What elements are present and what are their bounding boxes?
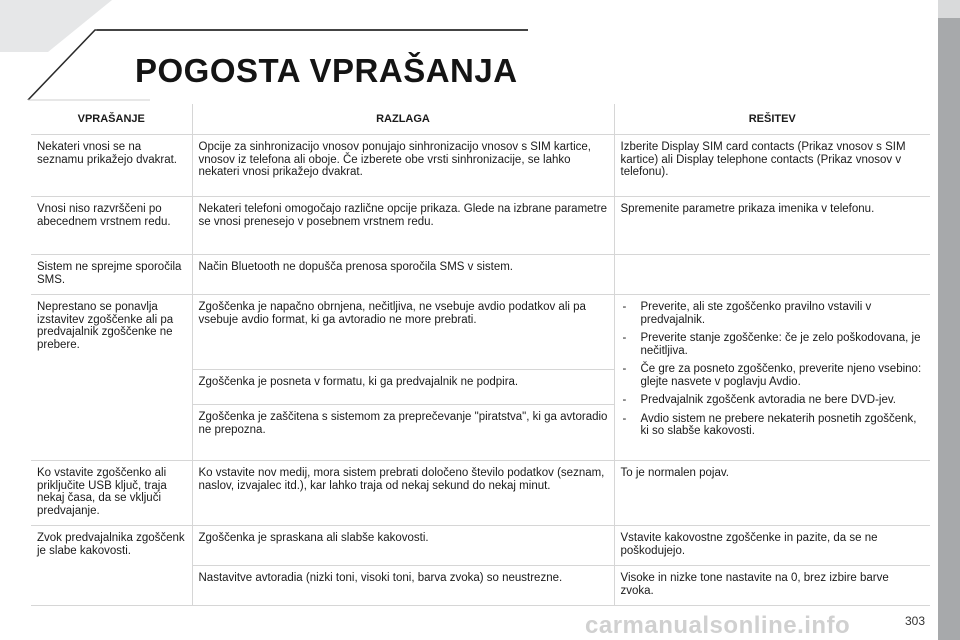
table-row: [31, 135, 930, 197]
explanation-cell: Ko vstavite nov medij, mora sistem prebrati določeno število podatkov (seznam, naslov, izvajalec itd.), kar lahko traja od nekaj sekund do nekaj minut.: [192, 461, 614, 526]
solution-item: - Avdio sistem ne prebere nekaterih posnetih zgoščenk, ki so slabše kakovosti.: [621, 413, 925, 438]
table-row: [31, 255, 930, 295]
column-header-question: VPRAŠANJE: [31, 104, 192, 135]
explanation-cell: Nekateri telefoni omogočajo različne opcije prikaza. Glede na izbrane parametre se vnosi prenesejo v posebnem vrstnem redu.: [192, 197, 614, 255]
column-header-explanation: RAZLAGA: [192, 104, 614, 135]
solution-item: - Če gre za posneto zgoščenko, preverite njeno vsebino: glejte nasvete v poglavju Avdio.: [621, 363, 925, 388]
question-cell: Vnosi niso razvrščeni po abecednem vrstnem redu.: [31, 197, 192, 255]
page-number: 303: [905, 614, 926, 628]
table-row: [31, 461, 930, 526]
table-row: [31, 197, 930, 255]
question-cell: Nekateri vnosi se na seznamu prikažejo dvakrat.: [31, 135, 192, 197]
solution-item: - Preverite, ali ste zgoščenko pravilno vstavili v predvajalnik.: [621, 301, 925, 326]
question-cell: Zvok predvajalnika zgoščenk je slabe kakovosti.: [31, 526, 192, 606]
explanation-cell: Način Bluetooth ne dopušča prenosa sporočila SMS v sistem.: [192, 255, 614, 295]
solution-cell: [614, 255, 930, 295]
page-title: POGOSTA VPRAŠANJA: [135, 52, 518, 89]
explanation-cell: Zgoščenka je spraskana ali slabše kakovosti.: [192, 526, 614, 566]
table-row: [31, 295, 930, 370]
solution-cell: To je normalen pojav.: [614, 461, 930, 526]
explanation-cell: Opcije za sinhronizacijo vnosov ponujajo sinhronizacijo vnosov s SIM kartice, vnosov iz telefona ali oboje. Če izberete obe vrsti sinhronizacije, se lahko nekateri vnosi prikažejo dvakrat.: [192, 135, 614, 197]
side-tab-notch: [938, 0, 960, 18]
solution-list: [621, 301, 925, 438]
explanation-cell: Zgoščenka je zaščitena s sistemom za preprečevanje "piratstva", ki ga avtoradio ne prepozna.: [192, 405, 614, 461]
solution-item: - Preverite stanje zgoščenke: če je zelo poškodovana, je nečitljiva.: [621, 332, 925, 357]
question-cell: Neprestano se ponavlja izstavitev zgoščenke ali pa predvajalnik zgoščenke ne prebere.: [31, 295, 192, 461]
watermark-text: carmanualsonline.info: [585, 612, 851, 639]
explanation-cell: Zgoščenka je posneta v formatu, ki ga predvajalnik ne podpira.: [192, 370, 614, 405]
faq-table: [31, 104, 930, 606]
page-side-tab: [938, 0, 960, 640]
solution-cell: Vstavite kakovostne zgoščenke in pazite, da se ne poškodujejo.: [614, 526, 930, 566]
solution-item: - Predvajalnik zgoščenk avtoradia ne bere DVD-jev.: [621, 394, 925, 407]
question-cell: Ko vstavite zgoščenko ali priključite USB ključ, traja nekaj časa, da se vključi predvajanje.: [31, 461, 192, 526]
explanation-cell: Nastavitve avtoradia (nizki toni, visoki toni, barva zvoka) so neustrezne.: [192, 566, 614, 606]
solution-cell: [614, 295, 930, 461]
solution-cell: Spremenite parametre prikaza imenika v telefonu.: [614, 197, 930, 255]
question-cell: Sistem ne sprejme sporočila SMS.: [31, 255, 192, 295]
solution-cell: Visoke in nizke tone nastavite na 0, brez izbire barve zvoka.: [614, 566, 930, 606]
table-header-row: [31, 104, 930, 135]
column-header-solution: REŠITEV: [614, 104, 930, 135]
solution-cell: Izberite Display SIM card contacts (Prikaz vnosov s SIM kartice) ali Display telephone contacts (Prikaz vnosov v telefonu).: [614, 135, 930, 197]
explanation-cell: Zgoščenka je napačno obrnjena, nečitljiva, ne vsebuje avdio podatkov ali pa vsebuje avdio format, ki ga avtoradio ne more prebrati.: [192, 295, 614, 370]
table-row: [31, 526, 930, 566]
